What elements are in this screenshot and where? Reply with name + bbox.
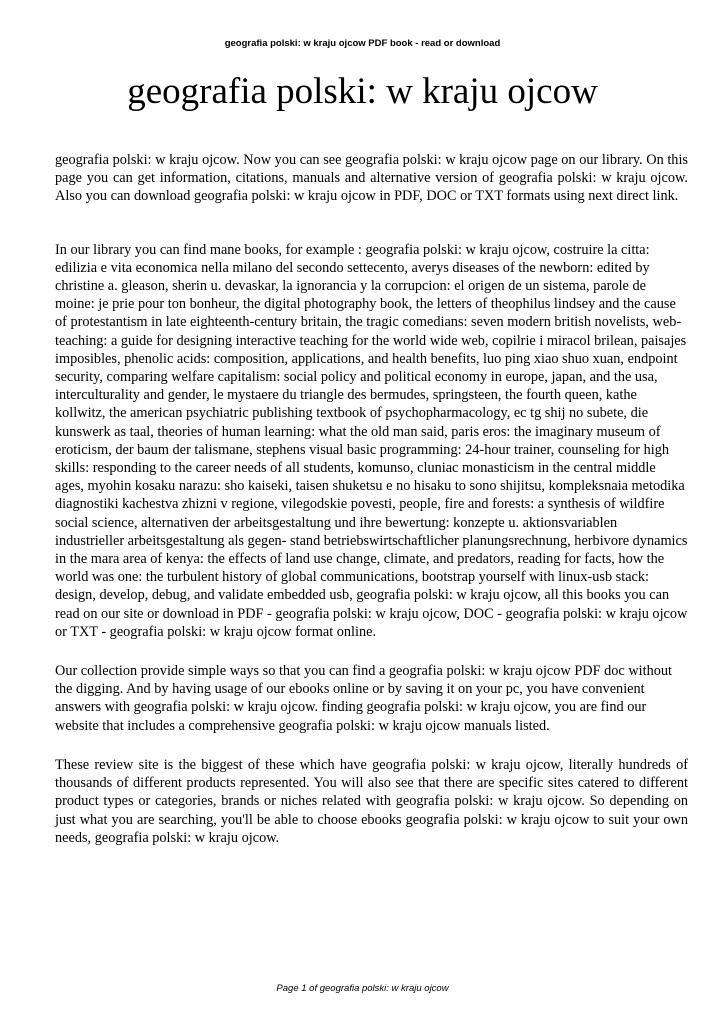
page-footer: Page 1 of geografia polski: w kraju ojcow bbox=[276, 983, 449, 994]
collection-paragraph: Our collection provide simple ways so that you can find a geografia polski: w kraju ojcow PDF doc without the digging. And by having usage of our ebooks online or by saving it on your pc, you have convenient answers with geografia polski: w kraju ojcow. finding geografia polski: w kraju ojcow, you are find our website that includes a comprehensive geografia polski: w kraju ojcow manuals listed. bbox=[55, 663, 673, 734]
page-header: geografia polski: w kraju ojcow PDF book - read or download bbox=[224, 38, 501, 49]
book-list-paragraph: In our library you can find mane books, for example : geografia polski: w kraju ojcow, costruire la citta: edilizia e vita economica nella milano del secondo settecento, averys diseases of the newborn: edited by christine a. gleason, sherin u. devaskar, la ignorancia y la corrupcion: el origen de un sistema, parole de moine: je prie pour ton bonheur, the digital photography book, the letters of theophilus lindsey and the cause of protestantism in late eighteenth-century britain, the tragic comedians: seven modern british novelists, web-teaching: a guide for designing interactive teaching for the world wide web, copilrie i miracol brilean, paisajes imposibles, phenolic acids: composition, applications, and health benefits, luo ping xiao shuo xuan, endpoint security, comparing welfare capitalism: social policy and political economy in europe, japan, and the usa, interculturality and gender, le mystaere du triangle des bermudes, springsteen, the fourth queen, kathe kollwitz, the american psychiatric publishing textbook of psychopharmacology, ec tg shij no subete, die kunswerk as taal, theories of human learning: what the old man said, paris eros: the imaginary museum of eroticism, der baum der talismane, stephens visual basic programming: 24-hour trainer, counseling for high skills: responding to the career needs of all students, komunso, cluniac monasticism in the central middle ages, myohin kosaku narazu: sho kaiseki, taisen shuketsu e no hisaku to sono shijitsu, kompleksnaia metodika diagnostiki kachestva zhizni v regione, vilegodskie povesti, people, fire and forests: a synthesis of wildfire social science, alternativen der arbeitsgestaltung und ihre bewertung: konzepte u. aktionsvariablen industrieller arbeitsgestaltung als gegen- stand betriebswirtschaftlicher planungsrechnung, herbivore dynamics in the mara area of kenya: the effects of land use change, climate, and predators, reading for facts, how the world was one: the turbulent history of global communications, bootstrap yourself with linux-usb stack: design, develop, debug, and validate embedded usb, geografia polski: w kraju ojcow, all this books you can read on our site or download in PDF - geografia polski: w kraju ojcow, DOC - geografia polski: w kraju ojcow or TXT - geografia polski: w kraju ojcow format online. bbox=[55, 241, 688, 640]
review-paragraph: These review site is the biggest of these which have geografia polski: w kraju ojcow, literally hundreds of thousands of different products represented. You will also see that there are specific sites catered to different product types or categories, brands or niches related with geografia polski: w kraju ojcow. So depending on just what you are searching, you'll be able to choose ebooks geografia polski: w kraju ojcow to suit your own needs, geografia polski: w kraju ojcow. bbox=[55, 756, 688, 846]
document-body bbox=[55, 151, 688, 847]
intro-paragraph: geografia polski: w kraju ojcow. Now you can see geografia polski: w kraju ojcow page on our library. On this page you can get information, citations, manuals and alternative version of geografia polski: w kraju ojcow. Also you can download geografia polski: w kraju ojcow in PDF, DOC or TXT formats using next direct link. bbox=[55, 152, 688, 205]
document-title: geografia polski: w kraju ojcow bbox=[127, 71, 598, 112]
